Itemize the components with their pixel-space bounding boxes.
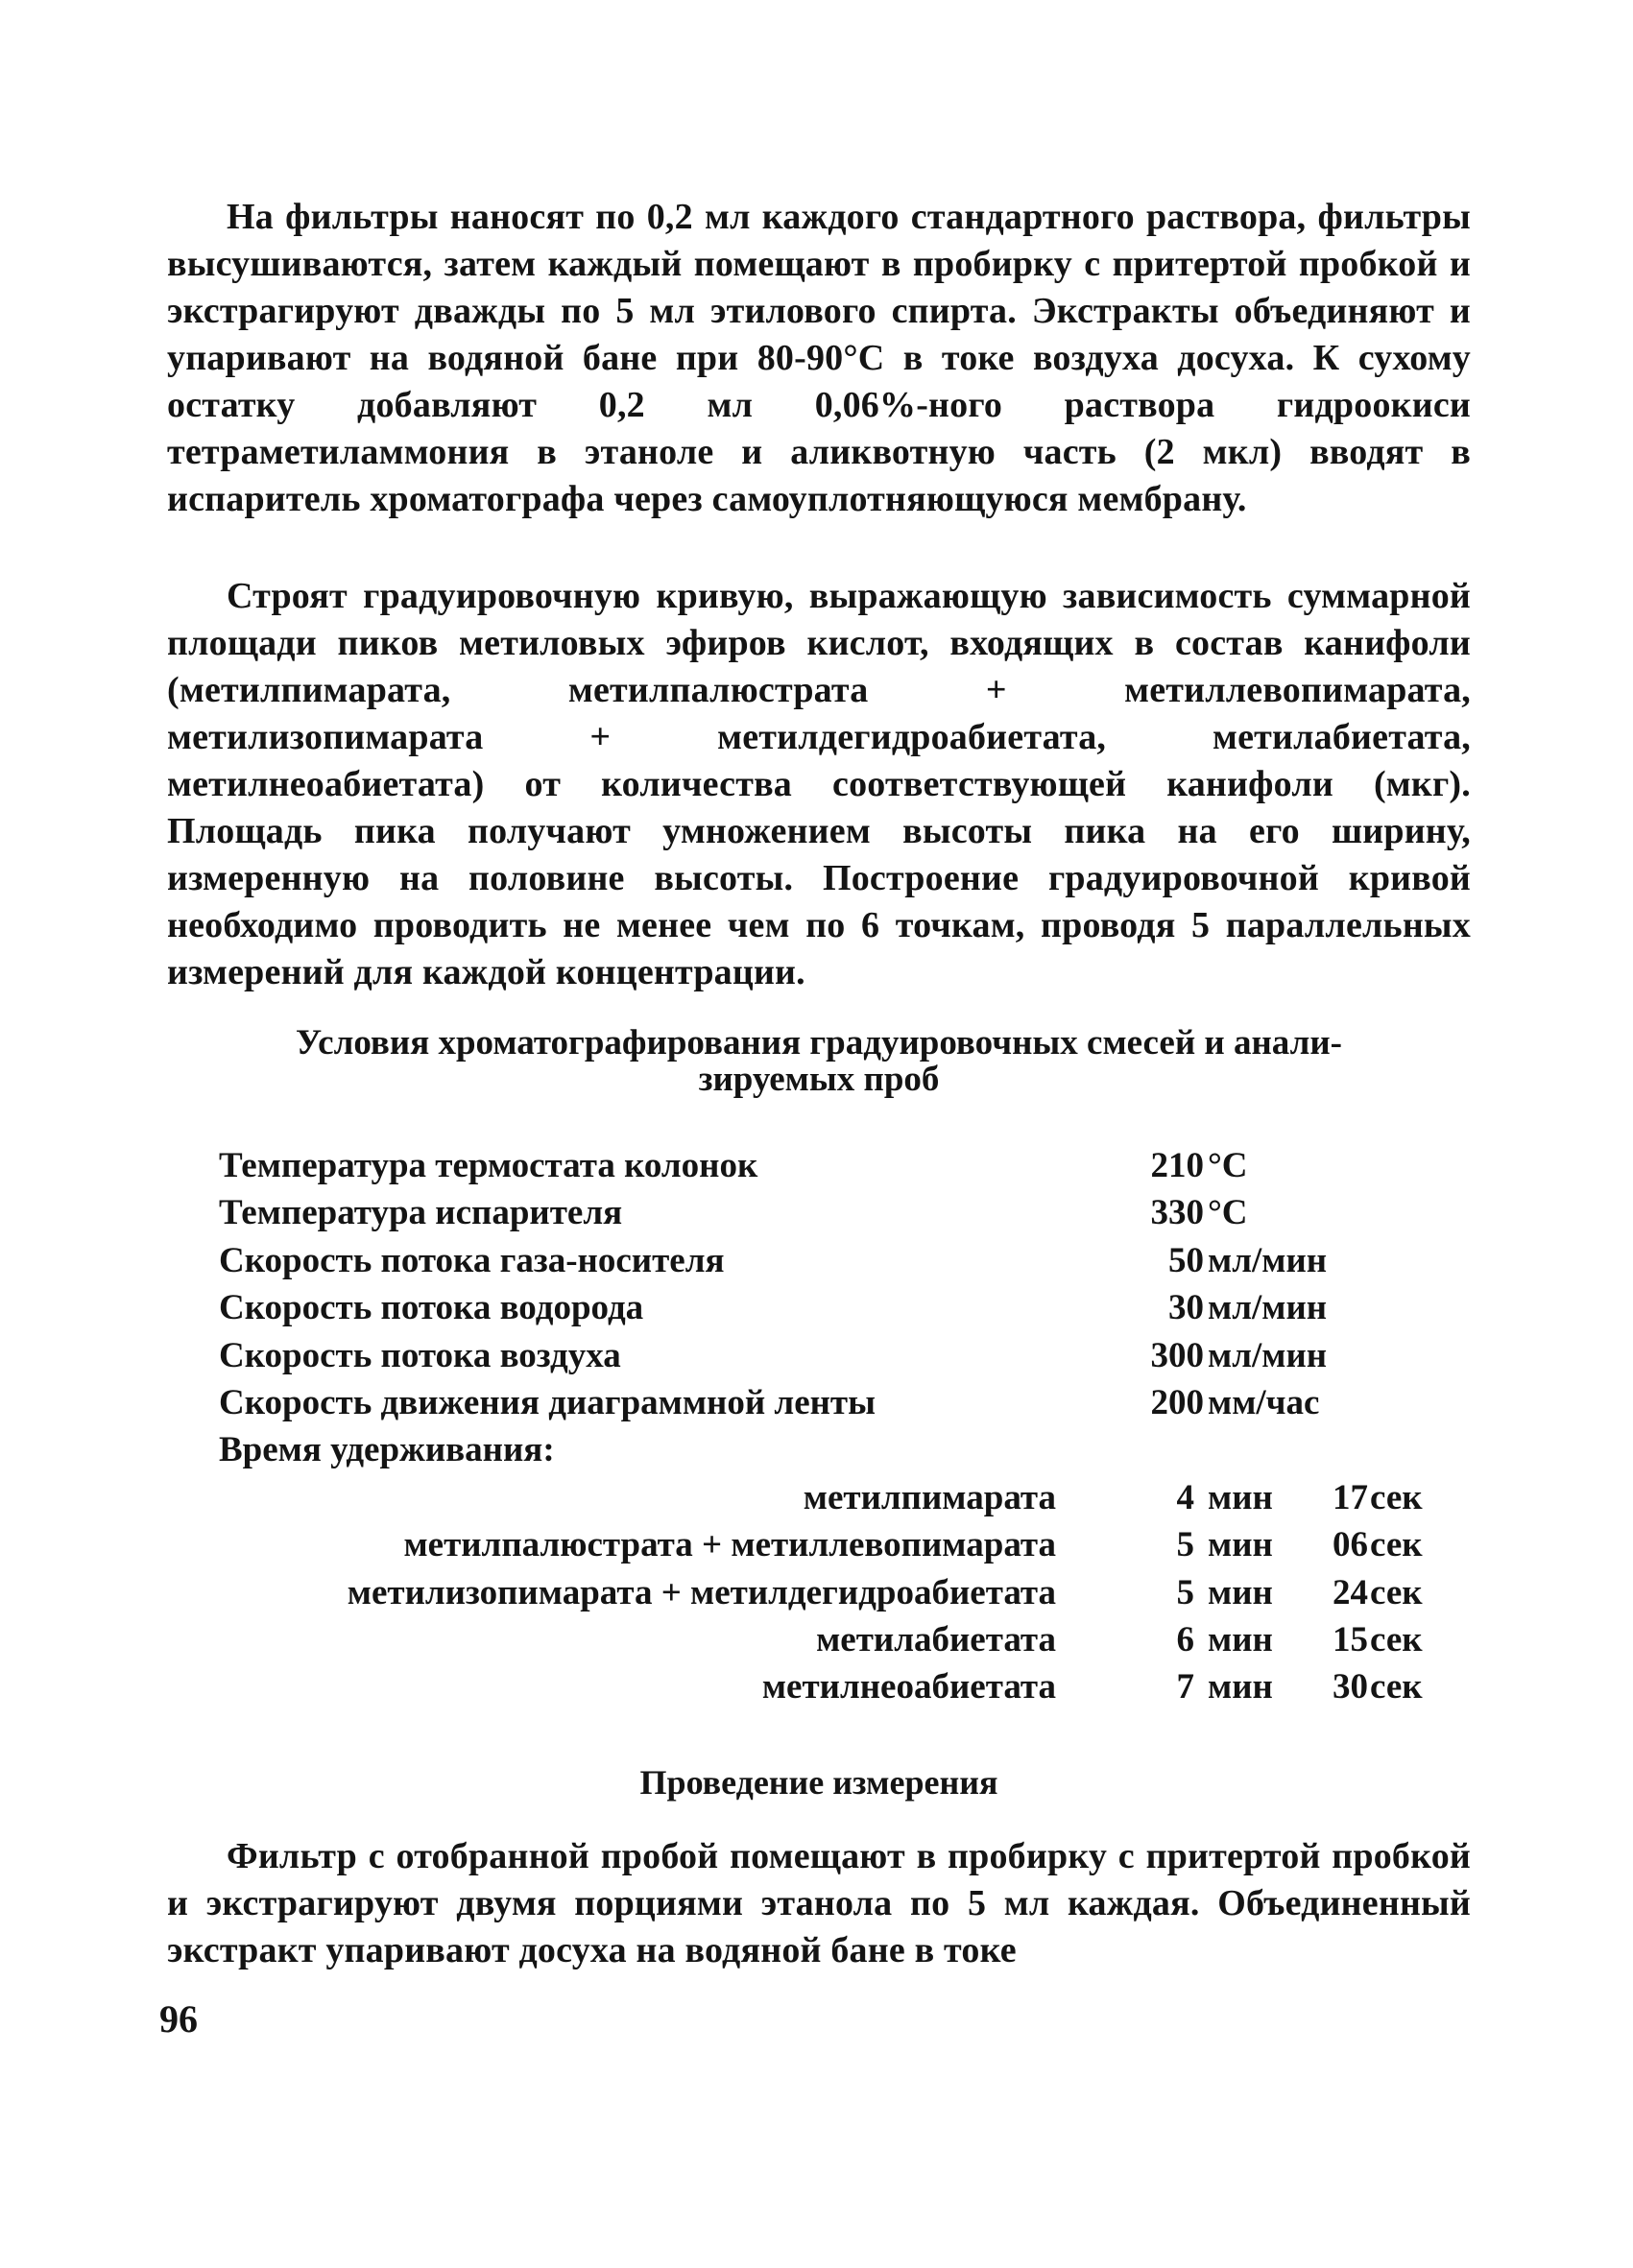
retention-seconds: 30 — [1333, 1667, 1368, 1707]
retention-seconds: 06 — [1333, 1525, 1368, 1565]
retention-row — [219, 1616, 1457, 1663]
condition-unit: мл/мин — [1208, 1288, 1328, 1328]
retention-minutes: 6 — [1176, 1619, 1194, 1659]
condition-unit: мл/мин — [1208, 1240, 1328, 1280]
condition-label: Скорость движения диаграммной ленты — [219, 1382, 876, 1422]
condition-value: 210 — [1150, 1146, 1204, 1185]
measurement-heading: Проведение измерения — [639, 1763, 998, 1802]
retention-row — [219, 1663, 1457, 1710]
retention-compound: метилпалюстрата + метиллевопимарата — [403, 1525, 1056, 1565]
condition-value: 300 — [1150, 1335, 1204, 1375]
retention-compound: метилабиетата — [816, 1619, 1056, 1659]
retention-minutes: 4 — [1176, 1477, 1194, 1517]
retention-title: Время удерживания: — [219, 1430, 555, 1470]
condition-value: 50 — [1168, 1240, 1204, 1280]
retention-row — [219, 1569, 1457, 1616]
conditions-table — [219, 1142, 1457, 1711]
condition-value: 30 — [1168, 1288, 1204, 1328]
condition-label: Скорость потока водорода — [219, 1288, 644, 1328]
condition-unit: °С — [1208, 1193, 1248, 1233]
retention-row — [219, 1474, 1457, 1521]
retention-compound: метилнеоабиетата — [761, 1667, 1056, 1707]
retention-minutes: 5 — [1176, 1525, 1194, 1565]
condition-value: 330 — [1150, 1193, 1204, 1233]
paragraph-measurement: Фильтр с отобранной пробой помещают в пробирку с притертой пробкой и экстрагируют двумя порциями этанола по 5 мл каждая. Объединенный экстракт упаривают досуха на водяной бане в токе — [167, 1836, 1471, 1970]
retention-minutes: 7 — [1176, 1667, 1194, 1707]
retention-min-unit: мин — [1208, 1667, 1273, 1707]
retention-min-unit: мин — [1208, 1525, 1273, 1565]
condition-row — [219, 1332, 1457, 1379]
retention-sec-unit: сек — [1370, 1477, 1423, 1517]
retention-compound: метилпимарата — [803, 1477, 1056, 1517]
paragraph-calibration-curve: Строят градуировочную кривую, выражающую зависимость суммарной площади пиков метиловых эфиров кислот, входящих в состав канифоли (метилпимарата, метилпалюстрата + метиллевопимарата, метилизопимарата + метилдегидроабиетата, метилабиетата, метилнеоабиетата) от количества соответствующей канифоли (мкг). Площадь пика получают умножением высоты пика на его ширину, измеренную на половине высоты. Построение градуировочной кривой необходимо проводить не менее чем по 6 точкам, проводя 5 параллельных измерений для каждой концентрации. — [167, 576, 1471, 992]
condition-label: Температура термостата колонок — [219, 1146, 758, 1185]
condition-row — [219, 1379, 1457, 1426]
retention-min-unit: мин — [1208, 1477, 1273, 1517]
condition-unit: мл/мин — [1208, 1335, 1328, 1375]
condition-row — [219, 1284, 1457, 1331]
retention-min-unit: мин — [1208, 1572, 1273, 1612]
paragraph-filter-preparation: На фильтры наносят по 0,2 мл каждого стандартного раствора, фильтры высушиваются, затем каждый помещают в пробирку с притертой пробкой и экстрагируют дважды по 5 мл этилового спирта. Экстракты объединяют и упаривают на водяной бане при 80-90°С в токе воздуха досуха. К сухому остатку добавляют 0,2 мл 0,06%-ного раствора гидроокиси тетраметиламмония в этаноле и аликвотную часть (2 мкл) вводят в испаритель хроматографа через самоуплотняющуюся мембрану. — [167, 197, 1471, 519]
retention-seconds: 15 — [1333, 1619, 1368, 1659]
condition-unit: мм/час — [1208, 1382, 1320, 1422]
retention-seconds: 24 — [1333, 1572, 1368, 1612]
condition-label: Скорость потока газа-носителя — [219, 1240, 725, 1280]
conditions-heading-line1: Условия хроматографирования градуировочных смесей и анали- — [295, 1023, 1343, 1062]
condition-row — [219, 1189, 1457, 1236]
retention-sec-unit: сек — [1370, 1525, 1423, 1565]
condition-label: Температура испарителя — [219, 1193, 623, 1233]
retention-sec-unit: сек — [1370, 1667, 1423, 1707]
retention-minutes: 5 — [1176, 1572, 1194, 1612]
page-number: 96 — [159, 1997, 198, 2041]
retention-row — [219, 1521, 1457, 1568]
conditions-heading — [167, 1025, 1471, 1098]
retention-sec-unit: сек — [1370, 1619, 1423, 1659]
condition-unit: °С — [1208, 1146, 1248, 1185]
retention-min-unit: мин — [1208, 1619, 1273, 1659]
condition-row — [219, 1237, 1457, 1284]
retention-compound: метилизопимарата + метилдегидроабиетата — [347, 1572, 1056, 1612]
conditions-heading-line2: зируемых проб — [698, 1060, 940, 1099]
retention-sec-unit: сек — [1370, 1572, 1423, 1612]
condition-label: Скорость потока воздуха — [219, 1335, 621, 1375]
retention-title-row — [219, 1426, 1457, 1473]
condition-row — [219, 1142, 1457, 1189]
condition-value: 200 — [1150, 1382, 1204, 1422]
retention-seconds: 17 — [1333, 1477, 1368, 1517]
